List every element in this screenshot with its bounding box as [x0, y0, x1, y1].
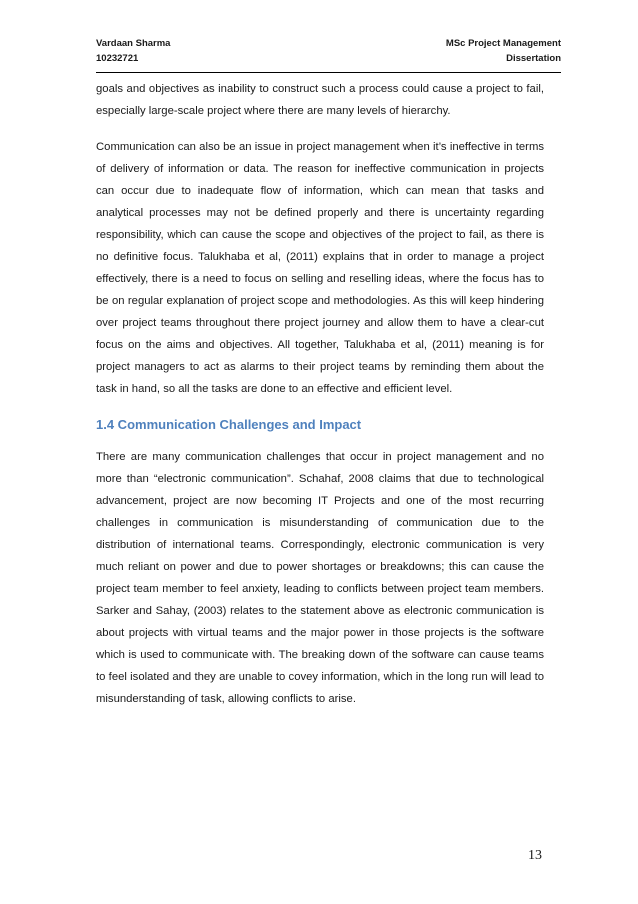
header-right: [446, 36, 561, 66]
section-heading: 1.4 Communication Challenges and Impact: [96, 417, 362, 432]
page-body: [96, 78, 544, 724]
paragraph-communication-challenges: There are many communication challenges that occur in project management and no more than “electronic communication”. Schahaf, 2008 claims that due to technological advancement, project are now becoming IT Projects and one of the most recurring challenges in communication is misunderstanding of communication due to the distribution of international teams. Correspondingly, electronic communication is very much reliant on power and due to power shortages or breakdowns; this can cause the project team member to feel anxiety, leading to conflicts between project team members. Sarker and Sahay, (2003) relates to the statement above as electronic communication is about projects with virtual teams and the major power in those projects is the software which is used to communicate with. The breaking down of the software can cause teams to feel isolated and they are unable to covey information, which in the long run will lead to misunderstanding of task, allowing conflicts to arise.: [96, 451, 544, 705]
student-id: 10232721: [96, 53, 139, 64]
paragraph-continuation: goals and objectives as inability to construct such a process could cause a project to fail, especially large-scale project where there are many levels of hierarchy.: [96, 83, 544, 117]
author-name: Vardaan Sharma: [96, 38, 171, 49]
paragraph-communication-issue: Communication can also be an issue in project management when it’s ineffective in terms of delivery of information or data. The reason for ineffective communication in projects can occur due to inadequate flow of information, which can mean that tasks and analytical processes may not be defined properly and there is uncertainty regarding responsibility, which can cause the scope and objectives of the project to fail, as there is no definitive focus. Talukhaba et al, (2011) explains that in order to manage a project effectively, there is a need to focus on selling and reselling ideas, where the focus has to be on regular explanation of project scope and methodologies. As this will keep hindering over project teams throughout there project journey and allow them to have a clear-cut focus on the aims and objectives. All together, Talukhaba et al, (2011) meaning is for project managers to act as alarms to their project teams by reminding them about the task in hand, so all the tasks are done to an effective and efficient level.: [96, 141, 544, 395]
document-type: Dissertation: [506, 53, 561, 64]
header-divider: [96, 72, 561, 73]
program-name: MSc Project Management: [445, 38, 561, 49]
page-number: 13: [528, 848, 542, 863]
header-left: [96, 36, 170, 66]
